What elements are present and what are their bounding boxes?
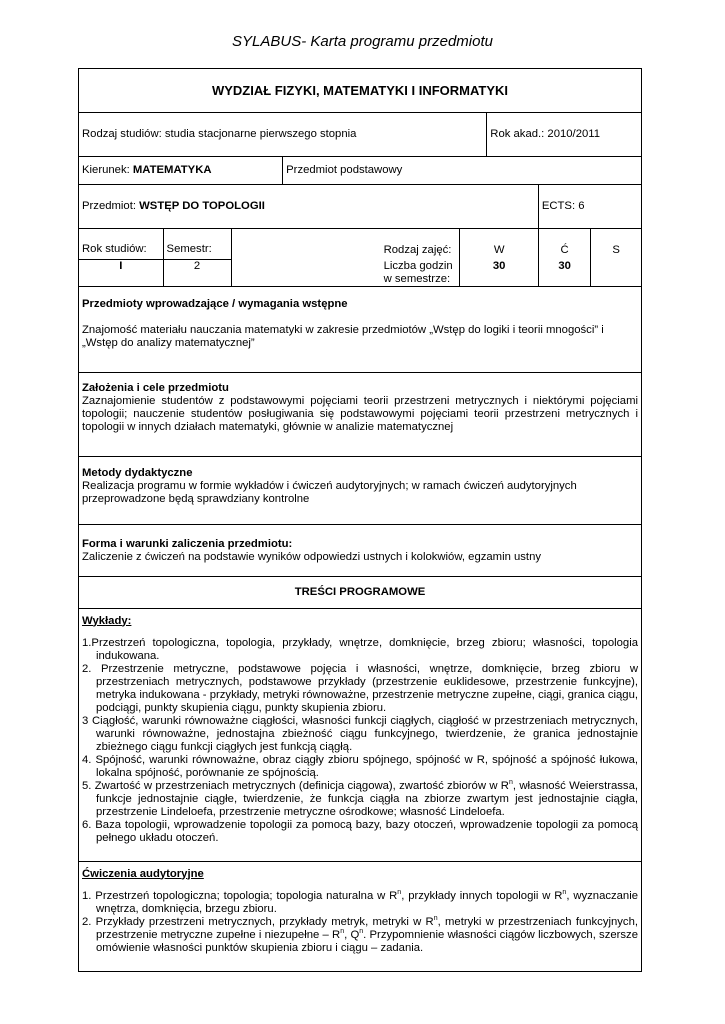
col-c: Ć — [538, 229, 591, 260]
hours-label: Liczba godzin w semestrze: — [231, 260, 460, 287]
subject-label: Przedmiot: — [82, 200, 140, 212]
methods-title: Metody dydaktyczne — [82, 466, 193, 479]
subject — [79, 185, 539, 229]
lectures-list — [82, 637, 638, 845]
lectures-title: Wykłady: — [82, 614, 132, 627]
lectures-item: 3 Ciągłość, warunki równoważne ciągłości, własności funkcji ciągłych, ciągłość w przestrzeniach metrycznych, warunki równoważne, jednostajna zbieżność ciągu funkcyjnego, twierdzenie, że granica jednostajnie zbieżnego ciągu funkcji ciągłych jest funkcją ciągłą. — [82, 714, 638, 753]
hours-c: 30 — [538, 260, 591, 287]
document-header: SYLABUS- Karta programu przedmiotu — [232, 33, 493, 50]
field-value: MATEMATYKA — [132, 164, 212, 176]
lectures-item: 4. Spójność, warunki równoważne, obraz ciągły zbioru spójnego, spójność w R, spójność a spójność łukowa, lokalna spójność, porównanie ze spójnością. — [82, 753, 638, 779]
semester-label: Semestr: — [163, 229, 231, 260]
lectures-item: 2. Przestrzenie metryczne, podstawowe pojęcia i własności, wnętrze, domknięcie, brzeg zbioru w przestrzeniach metrycznych, podstawowe przykłady (przestrzenie euklidesowe, przestrzenie funkcyjne), metryka indukowana - przykłady, metryki równoważne, przestrzenie metryczne zupełne, ciągi, granica ciągu, podciągi, punkty skupienia ciągu, punkty skupienia zbioru. — [82, 662, 638, 714]
subject-kind: Przedmiot podstawowy — [283, 157, 642, 185]
field-of-study — [79, 157, 283, 185]
field-label: Kierunek: — [82, 164, 133, 176]
academic-year: Rok akad.: 2010/2011 — [487, 113, 642, 157]
col-s: S — [591, 229, 642, 260]
exercises-item: 2. Przykłady przestrzeni metrycznych, przykłady metryk, metryki w $R^n$, metryki w przestrzeniach funkcyjnych, przestrzenie metryczne zupełne i niezupełne – $R^n$, $Q^n$. Przypomnienie własności ciągów liczbowych, szersze omówienie własności punktów skupienia zbioru i ciągu – zadania. — [82, 914, 638, 954]
content-title: TREŚCI PROGRAMOWE — [79, 576, 642, 608]
methods-text: Realizacja programu w formie wykładów i ćwiczeń audytoryjnych; w ramach ćwiczeń audytoryjnych przeprowadzone będą sprawdziany kontrolne — [82, 479, 577, 505]
goals-section — [79, 372, 642, 456]
goals-text: Zaznajomienie studentów z podstawowymi pojęciami teorii przestrzeni metrycznych i niektórymi pojęciami topologii; nauczenie studentów posługiwania się podstawowymi pojęciami teorii przestrzeni metrycznych i topologii w innych działach matematyki, głównie w analizie matematycznej — [82, 394, 638, 433]
lectures-item: 5. Zwartość w przestrzeniach metrycznych (definicja ciągowa), zwartość zbiorów w $R^n$, własność Weierstrassa, funkcje jednostajnie ciągłe, twierdzenie, że funkcja ciągła na zbiorze zwartym jest jednostajnie ciągła, przestrzenie Lindeloefa, przestrzenie metryczne ośrodkowe; własność Lindeloefa. — [82, 778, 638, 818]
lectures-item: 6. Baza topologii, wprowadzenie topologii za pomocą bazy, bazy otoczeń, wprowadzenie topologii za pomocą pełnego układu otoczeń. — [82, 818, 638, 844]
prereq-text: Znajomość materiału nauczania matematyki w zakresie przedmiotów „Wstęp do logiki i teorii mnogości” i „Wstęp do analizy matematycznej” — [82, 323, 604, 349]
syllabus-table — [78, 68, 642, 972]
class-type-text: Rodzaj zajęć: — [383, 243, 452, 256]
hours-s — [591, 260, 642, 287]
class-type-label — [231, 229, 460, 260]
subject-value: WSTĘP DO TOPOLOGII — [139, 200, 265, 212]
exercises-list — [82, 890, 638, 955]
assessment-section — [79, 524, 642, 576]
study-type: Rodzaj studiów: studia stacjonarne pierwszego stopnia — [79, 113, 487, 157]
lectures-item: 1.Przestrzeń topologiczna, topologia, przykłady, wnętrze, domknięcie, brzeg zbioru; własności, topologia indukowana. — [82, 636, 638, 662]
exercises-section — [79, 861, 642, 971]
assessment-text: Zaliczenie z ćwiczeń na podstawie wyników odpowiedzi ustnych i kolokwiów, egzamin ustny — [82, 550, 541, 563]
prerequisites-section — [79, 286, 642, 372]
methods-section — [79, 456, 642, 524]
hours-w: 30 — [460, 260, 538, 287]
year-value: I — [79, 260, 164, 287]
goals-title: Założenia i cele przedmiotu — [82, 381, 229, 394]
year-label: Rok studiów: — [79, 229, 164, 260]
assessment-title: Forma i warunki zaliczenia przedmiotu: — [82, 537, 293, 550]
ects: ECTS: 6 — [538, 185, 641, 229]
exercises-item: 1. Przestrzeń topologiczna; topologia; topologia naturalna w $R^n$, przykłady innych topologii w $R^n$, wyznaczanie wnętrza, domknięcia, brzegu zbioru. — [82, 888, 639, 915]
semester-value: 2 — [163, 260, 231, 287]
exercises-title: Ćwiczenia audytoryjne — [82, 867, 204, 880]
prereq-title: Przedmioty wprowadzające / wymagania wstępne — [82, 297, 348, 310]
faculty-title: WYDZIAŁ FIZYKI, MATEMATYKI I INFORMATYKI — [79, 69, 642, 113]
col-w: W — [460, 229, 538, 260]
lectures-section — [79, 608, 642, 861]
